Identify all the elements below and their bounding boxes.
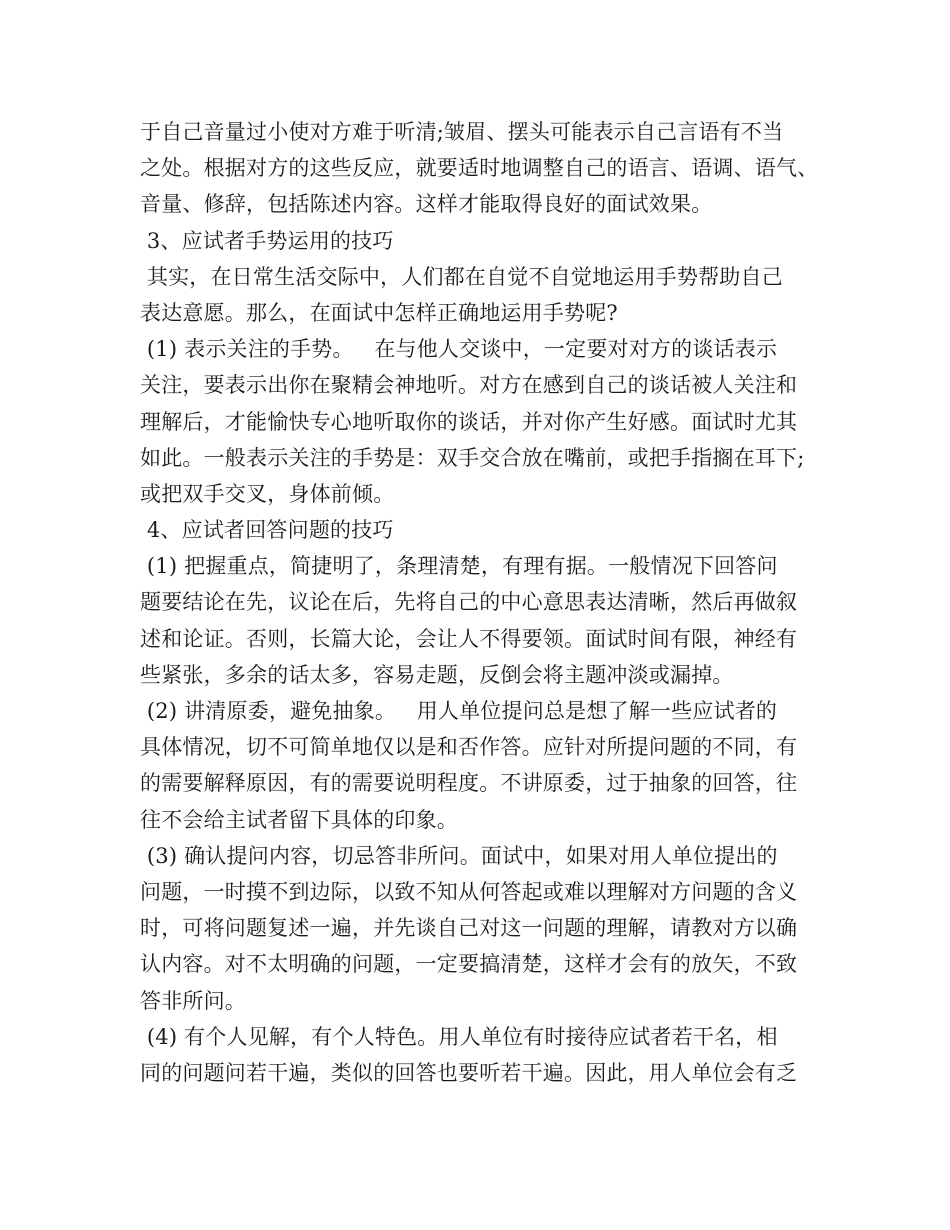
- text-line: 时，可将问题复述一遍，并先谈自己对这一问题的理解，请教对方以确: [140, 916, 798, 941]
- text-line: 认内容。对不太明确的问题，一定要搞清楚，这样才会有的放矢，不致: [140, 952, 798, 977]
- text-line: 的需要解释原因，有的需要说明程度。不讲原委，过于抽象的回答，往: [140, 771, 798, 796]
- text-line: 或把双手交叉，身体前倾。: [140, 481, 395, 506]
- text-line: 些紧张，多余的话太多，容易走题，反倒会将主题冲淡或漏掉。: [140, 662, 734, 687]
- text-line: 表达意愿。那么，在面试中怎样正确地运用手势呢?: [140, 300, 618, 325]
- text-line: 如此。一般表示关注的手势是：双手交合放在嘴前，或把手指搁在耳下;: [140, 445, 805, 470]
- section-heading: 3、应试者手势运用的技巧: [140, 228, 394, 253]
- text-line: 其实，在日常生活交际中，人们都在自觉不自觉地运用手势帮助自己: [140, 264, 783, 289]
- text-line: 问题，一时摸不到边际，以致不知从何答起或难以理解对方问题的含义: [140, 879, 798, 904]
- text-line: 同的问题问若干遍，类似的回答也要听若干遍。因此，用人单位会有乏: [140, 1060, 798, 1085]
- text-line: (3) 确认提问内容，切忌答非所问。面试中，如果对用人单位提出的: [140, 843, 778, 868]
- text-line: (1) 把握重点，简捷明了，条理清楚，有理有据。一般情况下回答问: [140, 554, 778, 579]
- text-line: 关注，要表示出你在聚精会神地听。对方在感到自己的谈话被人关注和: [140, 373, 798, 398]
- section-heading: 4、应试者回答问题的技巧: [140, 518, 394, 543]
- document-page: [140, 114, 828, 1091]
- text-line: 之处。根据对方的这些反应，就要适时地调整自己的语言、语调、语气、: [140, 156, 819, 181]
- text-line: (1) 表示关注的手势。 在与他人交谈中，一定要对对方的谈话表示: [140, 337, 778, 362]
- text-line: 往不会给主试者留下具体的印象。: [140, 807, 458, 832]
- text-line: 题要结论在先，议论在后，先将自己的中心意思表达清晰，然后再做叙: [140, 590, 798, 615]
- text-line: 述和论证。否则，长篇大论，会让人不得要领。面试时间有限，神经有: [140, 626, 798, 651]
- text-line: 具体情况，切不可简单地仅以是和否作答。应针对所提问题的不同，有: [140, 735, 798, 760]
- text-line: 答非所问。: [140, 988, 246, 1013]
- text-line: (2) 讲清原委，避免抽象。 用人单位提问总是想了解一些应试者的: [140, 699, 778, 723]
- text-line: 音量、修辞，包括陈述内容。这样才能取得良好的面试效果。: [140, 192, 713, 217]
- text-line: (4) 有个人见解，有个人特色。用人单位有时接待应试者若干名，相: [140, 1024, 778, 1049]
- text-line: 理解后，才能愉快专心地听取你的谈话，并对你产生好感。面试时尤其: [140, 409, 798, 434]
- text-line: 于自己音量过小使对方难于听清;皱眉、摆头可能表示自己言语有不当: [140, 120, 784, 144]
